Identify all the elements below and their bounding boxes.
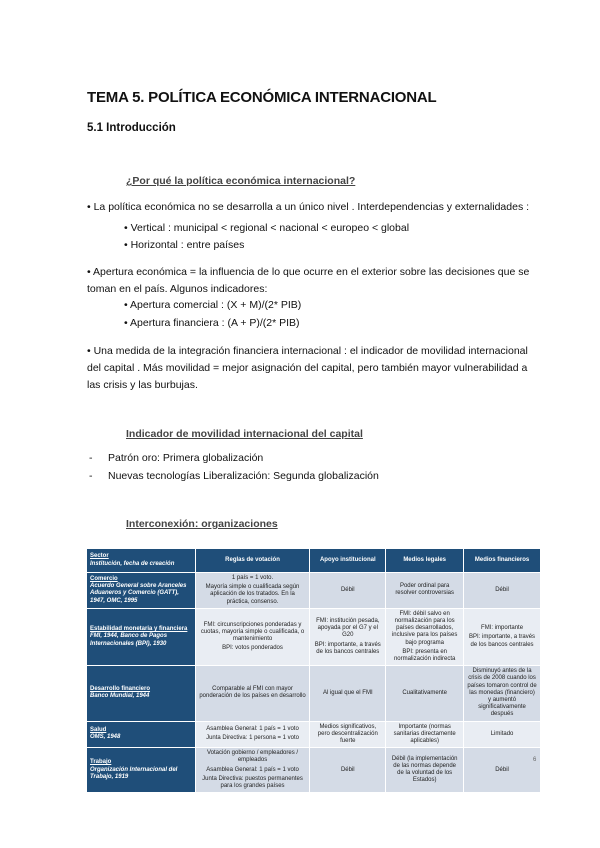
institutional-cell [310,748,386,793]
legal-text: Poder ordinal para resolver controversias [395,583,454,597]
legal-text: Débil (la implementación de las normas depende de la voluntad de los Estados) [391,755,458,784]
voting-cell [195,573,310,609]
header-sector [87,549,196,573]
bullet-financial-openness: • Apertura financiera : (A + P)/(2* PIB) [124,317,300,329]
voting-text: Votación gobierno / empleadores / empleados [206,750,299,764]
bullet-vertical: • Vertical : municipal < regional < nacional < europeo < global [124,222,410,234]
voting-text: Junta Directiva: puestos permanentes para los grandes países [202,775,303,790]
header-sector-label: Sector [90,553,109,560]
paragraph-integration-line2: del capital . Más movilidad = mejor asignación del capital, pero también mayor vulnerabilidad a [87,362,528,374]
voting-cell [195,748,310,793]
financial-text: Limitado [490,730,514,737]
paragraph-integration-line1: • Una medida de la integración financiera internacional : el indicador de movilidad internacional [87,345,528,357]
financial-cell [464,573,541,609]
financial-text: FMI: importante [481,625,524,632]
question-heading: ¿Por qué la política económica internacional? [126,175,356,187]
dash-item-new-technologies: - Nuevas tecnologías Liberalización: Segunda globalización [89,470,379,482]
page-number: 6 [533,757,537,763]
voting-text: Comparable al FMI con mayor ponderación de los países en desarrollo [199,686,306,700]
table-row [87,748,541,793]
legal-cell [386,721,464,748]
financial-text: BPI: importante, a través de los bancos centrales [469,634,536,648]
dash-item-label: Nuevas tecnologías Liberalización: Segunda globalización [108,470,379,482]
bullet-trade-openness: • Apertura comercial : (X + M)/(2* PIB) [124,299,302,311]
table-header-row [87,549,541,573]
voting-cell [195,721,310,748]
legal-text: FMI: débil salvo en normalización para los países desarrollados, inclusive para los países bajo programa [391,610,458,646]
sector-cell [87,608,196,665]
legal-cell [386,666,464,721]
institutional-text: Medios significativos, pero descentralización fuerte [317,723,378,745]
voting-text: Asamblea General: 1 país = 1 voto [206,726,299,733]
paragraph-levels: • La política económica no se desarrolla a un único nivel . Interdependencias y externalidades : [87,201,530,213]
sector-name: Comercio [90,576,118,582]
financial-text: Débil [495,586,509,593]
financial-text: Débil [495,766,509,773]
institution-name: Acuerdo General sobre Aranceles Aduaneros y Comercio (GATT), 1947, OMC, 1995 [90,583,187,604]
header-institutional: Apoyo institucional [310,549,386,573]
legal-text: Cualitativamente [402,689,448,696]
institution-name: FMI, 1944, Banco de Pagos Internacionales (BPI), 1930 [90,633,168,647]
institutional-text: FMI: institución pesada, apoyada por el G7 y el G20 [316,618,380,639]
table-row [87,608,541,665]
legal-cell [386,573,464,609]
voting-text: Junta Directiva: 1 persona = 1 voto [206,735,299,742]
legal-cell [386,748,464,793]
mobility-heading: Indicador de movilidad internacional del capital [126,428,363,440]
voting-text: Asamblea General: 1 país = 1 voto [206,766,299,773]
institutional-text: Débil [340,766,355,773]
voting-text: Mayoría simple o cualificada según aplicación de los tratados. En la práctica, consenso. [205,584,300,605]
institution-name: Banco Mundial, 1944 [90,693,150,700]
header-voting: Reglas de votación [195,549,310,573]
bullet-horizontal: • Horizontal : entre países [124,239,245,251]
sector-name: Trabajo [90,759,112,766]
header-financial: Medios financieros [464,549,541,573]
legal-text: Importante (normas sanitarias directamente aplicables) [393,723,456,745]
paragraph-openness-line1: • Apertura económica = la influencia de lo que ocurre en el exterior sobre las decisiones que se [87,266,530,278]
institutional-cell [310,608,386,665]
institutional-text: Débil [340,586,355,593]
voting-text: 1 país = 1 voto. [231,575,274,581]
header-legal: Medios legales [386,549,464,573]
institution-name: OMS, 1948 [90,734,121,741]
table-row [87,666,541,721]
page-title: TEMA 5. POLÍTICA ECONÓMICA INTERNACIONAL [87,89,437,106]
financial-cell [464,721,541,748]
sector-cell [87,573,196,609]
header-sector-sub: Institución, fecha de creación [90,560,175,567]
financial-cell [464,608,541,665]
organizations-table [86,548,541,793]
institutional-text: BPI: importante, a través de los bancos centrales [314,641,381,655]
financial-text: Disminuyó antes de la crisis de 2008 cuando los países tomaron control de las monedas (financiero) y aumentó significativamente después [467,668,537,718]
sector-name: Desarrollo financiero [90,686,151,693]
paragraph-openness-line2: toman en el país. Algunos indicadores: [87,283,268,295]
table-row [87,721,541,748]
sector-cell [87,748,196,793]
section-heading: 5.1 Introducción [87,122,176,134]
sector-name: Salud [90,727,107,734]
voting-text: FMI: circunscripciones ponderadas y cuotas, mayoría simple o cualificada, o mantenimiento [200,621,305,643]
sector-cell [87,666,196,721]
voting-text: BPI: votos ponderados [222,645,283,652]
sector-cell [87,721,196,748]
institution-name: Organización Internacional del Trabajo, 1919 [90,766,178,780]
institutional-cell [310,721,386,748]
table-body [87,573,541,793]
legal-text: BPI: presenta en normalización indirecta [393,648,456,663]
institutional-cell [310,666,386,721]
paragraph-integration-line3: las crisis y las burbujas. [87,379,198,391]
voting-cell [195,608,310,665]
dash-item-label: Patrón oro: Primera globalización [108,452,264,464]
institutional-cell [310,573,386,609]
dash-item-gold-standard: - Patrón oro: Primera globalización [89,452,264,464]
voting-cell [195,666,310,721]
institutional-text: Al igual que el FMI [322,689,373,696]
financial-cell [464,748,541,793]
table-row [87,573,541,609]
financial-cell [464,666,541,721]
sector-name: Estabilidad monetaria y financiera [90,626,188,633]
organizations-heading: Interconexión: organizaciones [126,518,278,530]
legal-cell [386,608,464,665]
